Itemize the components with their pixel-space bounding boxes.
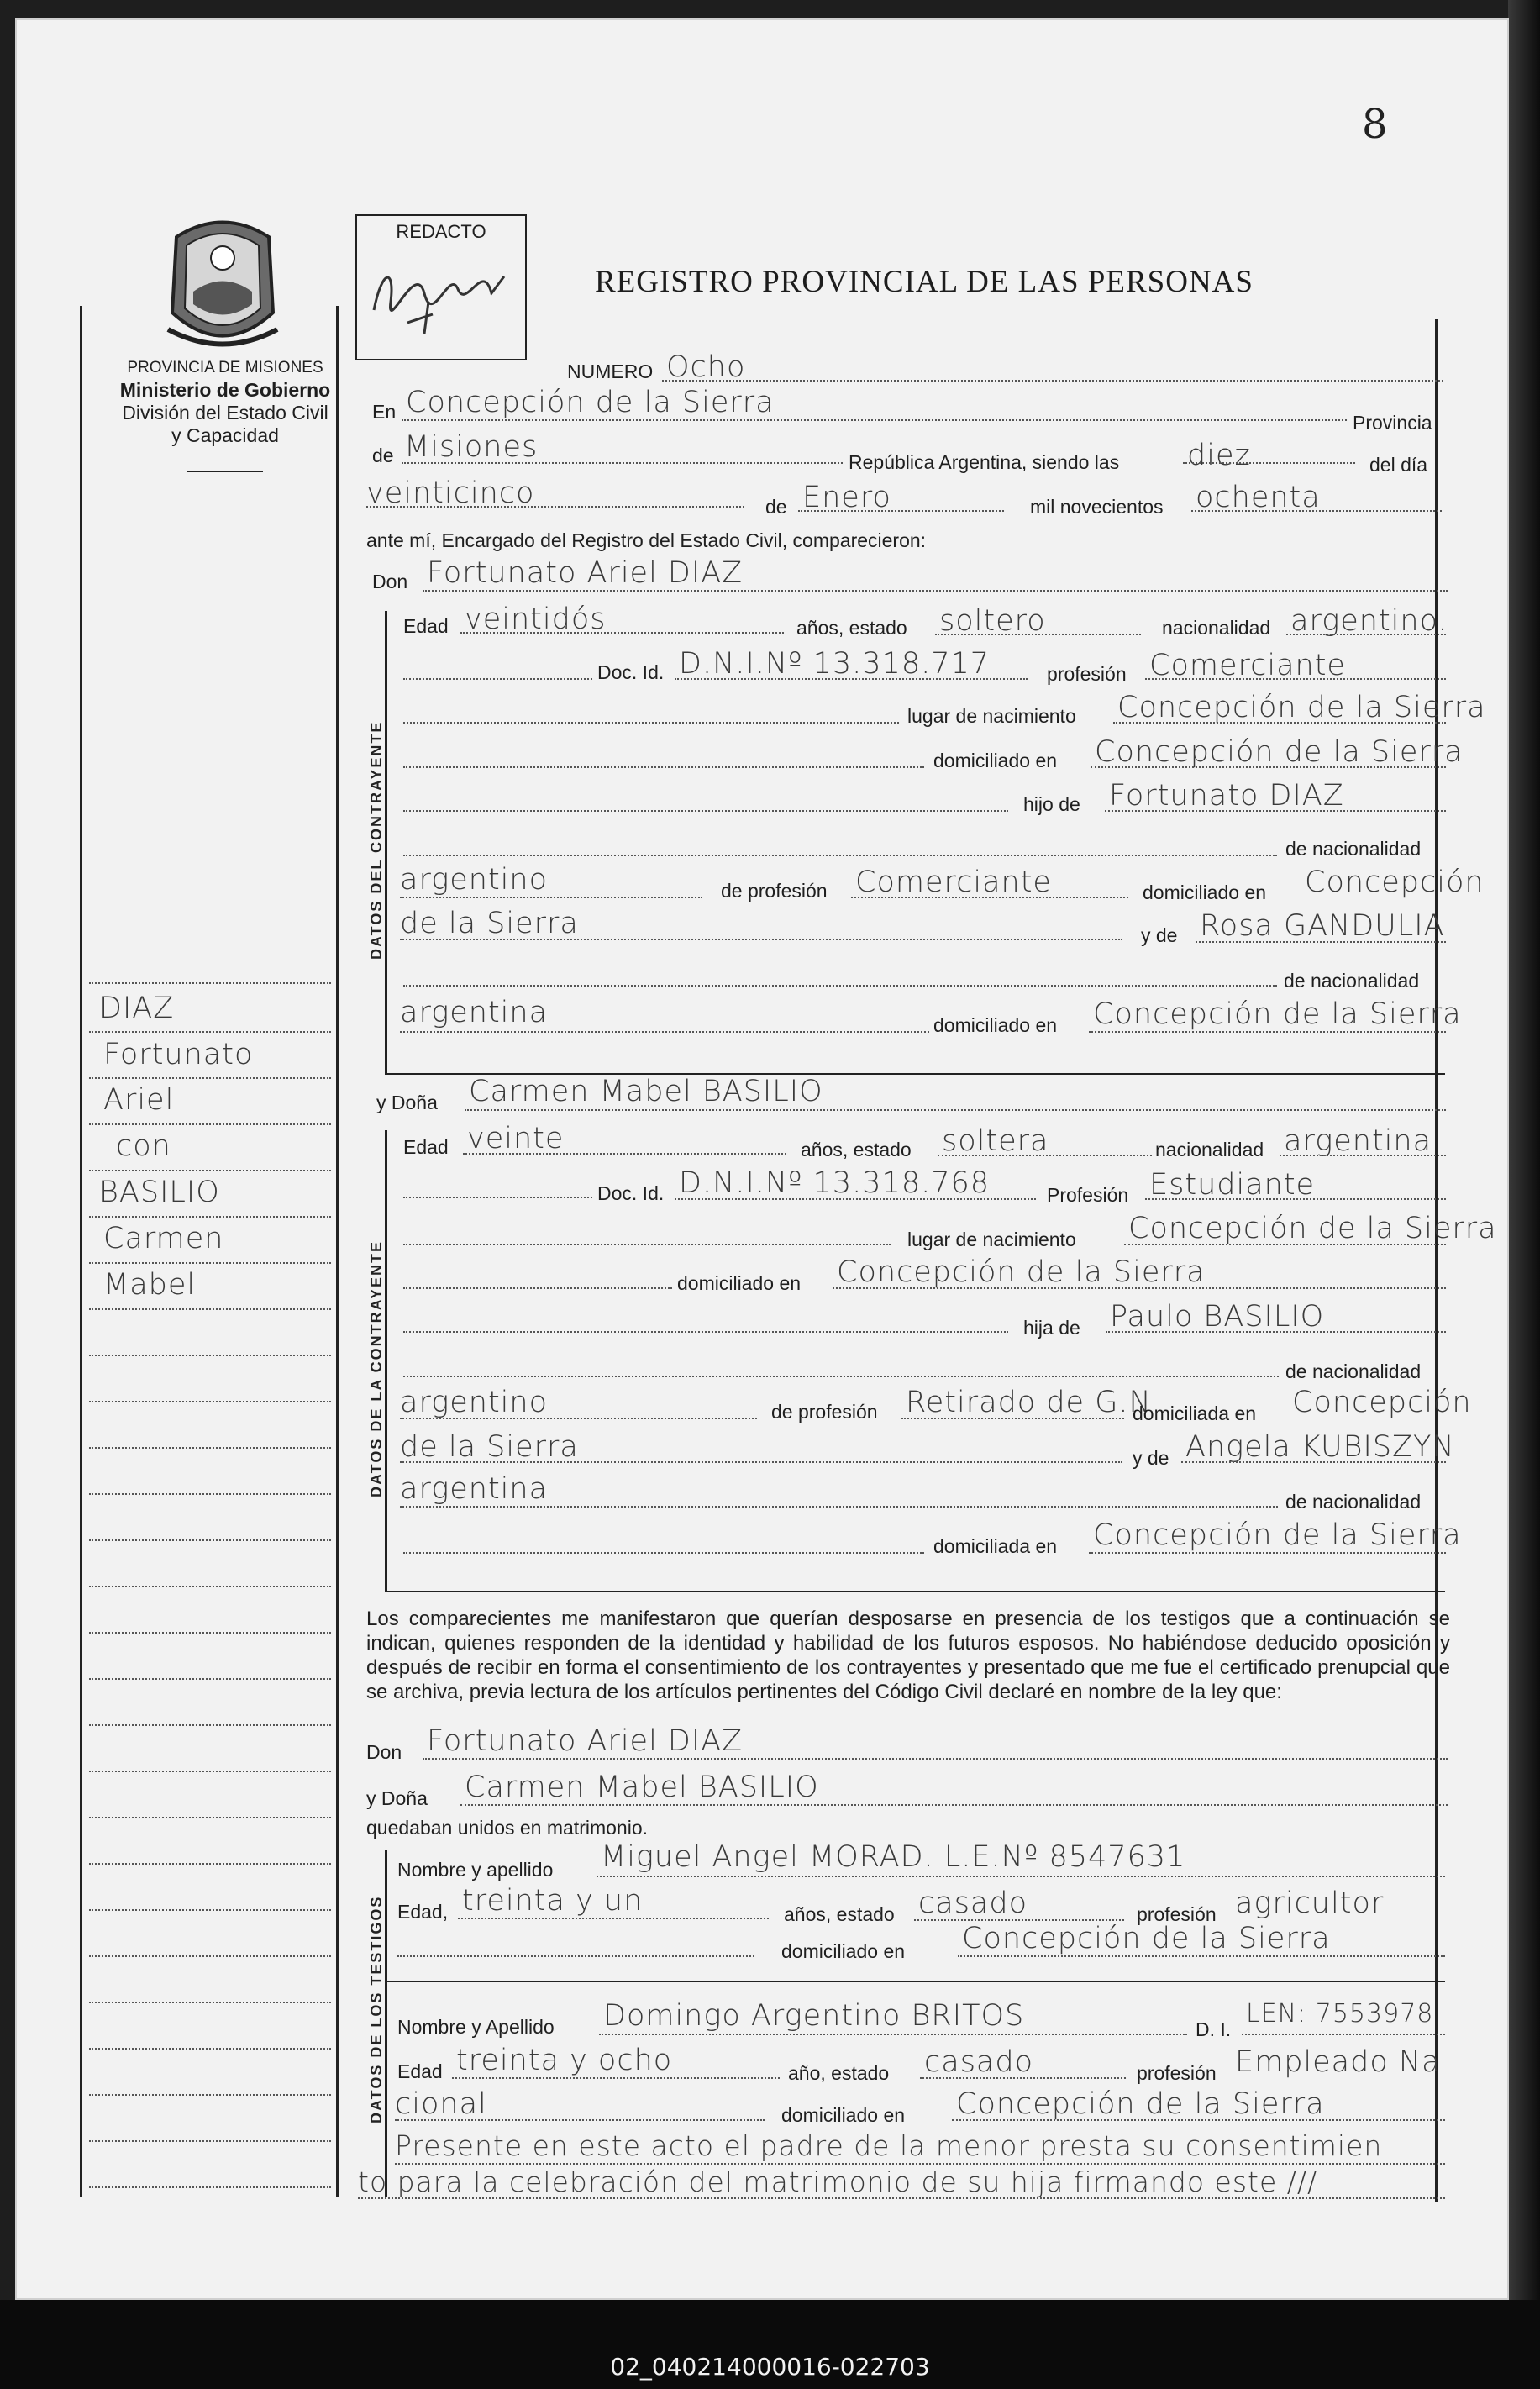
mil-label: mil novecientos	[1030, 496, 1164, 518]
de-nacionalidad-label: de nacionalidad	[1285, 1491, 1422, 1513]
contrayenta-madre-nacionalidad: argentina	[400, 1472, 549, 1506]
contrayenta-nacionalidad: argentina	[1284, 1124, 1432, 1158]
org-division: División del Estado Civil	[122, 402, 328, 424]
ante-label: ante mí, Encargado del Registro del Estado Civil, comparecieron:	[366, 529, 927, 551]
del-dia-label: del día	[1369, 454, 1428, 476]
footer-code: 02_040214000016-022703	[610, 2353, 930, 2381]
testigo2-domicilio: Concepción de la Sierra	[956, 2087, 1325, 2121]
contrayenta-padre-domicilio-cont: de la Sierra	[400, 1430, 579, 1464]
margin-note-line: Carmen	[103, 1222, 224, 1255]
margin-note-line: BASILIO	[99, 1176, 220, 1209]
acta-numero: Ocho	[666, 350, 746, 384]
page-title: REGISTRO PROVINCIAL DE LAS PERSONAS	[595, 265, 1254, 299]
don-label: Don	[366, 1741, 402, 1763]
contrayente-domicilio: Concepción de la Sierra	[1095, 735, 1464, 769]
testigo1-edad: treinta y un	[462, 1884, 644, 1918]
contrayenta-lugar-nacimiento: Concepción de la Sierra	[1128, 1212, 1497, 1245]
testigo1-estado: casado	[918, 1886, 1028, 1920]
testigo2-edad: treinta y ocho	[456, 2044, 673, 2077]
contrayente-section-label: DATOS DEL CONTRAYENTE	[368, 720, 385, 960]
hija-de-label: hija de	[1023, 1317, 1080, 1339]
testigo2-estado: casado	[924, 2045, 1034, 2079]
contrayente-estado: soltero	[939, 604, 1046, 638]
domiciliado-label: domiciliado en	[933, 1014, 1058, 1036]
acta-provincia: Misiones	[404, 430, 539, 464]
profesion-label: Profesión	[1047, 1184, 1129, 1206]
book-spine	[1508, 0, 1540, 2389]
y-dona-label: y Doña	[376, 1092, 438, 1113]
edad-coma-label: Edad,	[397, 1901, 449, 1923]
margin-note-line: DIAZ	[99, 992, 175, 1025]
issuing-authority	[99, 356, 351, 447]
y-de-label: y de	[1133, 1447, 1169, 1469]
doc-label: Doc. Id.	[597, 1182, 665, 1204]
nombre-apellido-label: Nombre y apellido	[397, 1859, 554, 1881]
declaration-text: Los comparecientes me manifestaron que querían desposarse en presencia de los testigos que a continuación se indican, quienes responden de la identidad y habilidad de los futuros esposos. No habiéndose deducido oposición y después de recibir en forma el consentimiento de los contrayentes y presentado que me fue el certificado prenupcial que se archiva, previa lectura de los artículos pertinentes del Código Civil declaré en nombre de la ley que:	[366, 1608, 1450, 1703]
contrayente-edad: veintidós	[465, 603, 607, 636]
page-number: 8	[1362, 101, 1389, 148]
contrayente-madre-domicilio: Concepción de la Sierra	[1093, 997, 1462, 1031]
contrayenta-section-label: DATOS DE LA CONTRAYENTE	[368, 1239, 385, 1497]
margin-note-line: Mabel	[103, 1268, 197, 1302]
contrayente-madre: Rosa GANDULIA	[1200, 909, 1445, 943]
contrayente-padre-domicilio-cont: de la Sierra	[400, 907, 579, 940]
testigo1-domicilio: Concepción de la Sierra	[962, 1922, 1331, 1955]
lugar-nacimiento-label: lugar de nacimiento	[907, 1229, 1076, 1250]
margin-note-line: Fortunato	[103, 1038, 254, 1071]
stamp-label: REDACTO	[396, 221, 486, 242]
union-dona: Carmen Mabel BASILIO	[465, 1771, 819, 1804]
acta-lugar: Concepción de la Sierra	[406, 386, 775, 419]
profesion-label: profesión	[1137, 1903, 1217, 1925]
contrayenta-profesion: Estudiante	[1149, 1168, 1316, 1202]
contrayente-nombre: Fortunato Ariel DIAZ	[427, 556, 744, 590]
contrayenta-madre: Angela KUBISZYN	[1185, 1430, 1455, 1464]
contrayenta-padre: Paulo BASILIO	[1110, 1300, 1325, 1334]
provincia-label: Provincia	[1353, 412, 1432, 434]
contrayente-lugar-nacimiento: Concepción de la Sierra	[1117, 691, 1486, 724]
contrayente-padre-profesion: Comerciante	[855, 866, 1052, 899]
contrayenta-domicilio: Concepción de la Sierra	[837, 1255, 1206, 1289]
contrayente-profesion: Comerciante	[1149, 649, 1346, 682]
don-label: Don	[372, 571, 408, 592]
org-ministry: Ministerio de Gobierno	[119, 379, 331, 401]
nota-linea-1: Presente en este acto el padre de la menor presta su consentimien	[395, 2129, 1383, 2162]
de-label: de	[372, 445, 394, 466]
acta-hora: diez	[1187, 439, 1251, 472]
de-nacionalidad-label: de nacionalidad	[1285, 1360, 1422, 1382]
org-province: PROVINCIA DE MISIONES	[127, 359, 323, 376]
testigo2-profesion: Empleado Na	[1235, 2045, 1441, 2079]
profesion-label: profesión	[1137, 2062, 1217, 2084]
de-nacionalidad-label: de nacionalidad	[1284, 970, 1420, 992]
nacionalidad-label: nacionalidad	[1162, 617, 1271, 639]
di-label: D. I.	[1196, 2018, 1232, 2040]
contrayenta-madre-domicilio: Concepción de la Sierra	[1093, 1518, 1462, 1552]
domiciliada-label: domiciliada en	[933, 1535, 1058, 1557]
acta-anio: ochenta	[1196, 481, 1321, 514]
contrayenta-edad: veinte	[467, 1122, 565, 1155]
hijo-de-label: hijo de	[1023, 793, 1080, 815]
contrayenta-padre-profesion: Retirado de G.N.	[906, 1386, 1162, 1419]
contrayente-padre-nacionalidad: argentino	[400, 863, 548, 897]
contrayenta-doc: D.N.I.Nº 13.318.768	[679, 1166, 991, 1200]
contrayenta-nombre: Carmen Mabel BASILIO	[469, 1075, 823, 1108]
de-profesion-label: de profesión	[771, 1401, 878, 1423]
acta-dia: veinticinco	[366, 476, 535, 510]
numero-label: NUMERO	[567, 360, 654, 382]
domiciliado-label: domiciliado en	[781, 1940, 906, 1962]
register-page	[15, 18, 1509, 2300]
contrayenta-padre-nacionalidad: argentino	[400, 1386, 548, 1419]
contrayente-doc: D.N.I.Nº 13.318.717	[679, 647, 991, 681]
y-de-label: y de	[1141, 924, 1178, 946]
de-nacionalidad-label: de nacionalidad	[1285, 838, 1422, 860]
y-dona-label: y Doña	[366, 1787, 428, 1809]
contrayenta-estado: soltera	[942, 1124, 1049, 1158]
union-don: Fortunato Ariel DIAZ	[427, 1724, 744, 1758]
anos-estado-label: años, estado	[784, 1903, 895, 1925]
testigos-section-label: DATOS DE LOS TESTIGOS	[368, 1895, 385, 2123]
contrayente-padre-domicilio: Concepción	[1305, 866, 1485, 899]
testigo2-doc: LEN: 7553978	[1246, 1999, 1434, 2029]
de-profesion-label: de profesión	[721, 880, 828, 902]
contrayente-padre: Fortunato DIAZ	[1109, 779, 1344, 813]
nombre-apellido-label: Nombre y Apellido	[397, 2016, 555, 2038]
org-capacity: y Capacidad	[171, 424, 279, 446]
de-label: de	[765, 496, 787, 518]
domiciliado-label: domiciliado en	[1143, 881, 1267, 903]
doc-label: Doc. Id.	[597, 661, 665, 683]
anos-estado-label: años, estado	[801, 1139, 912, 1160]
testigo2-nombre: Domingo Argentino BRITOS	[603, 1999, 1025, 2033]
acta-mes: Enero	[802, 481, 891, 514]
profesion-label: profesión	[1047, 663, 1127, 685]
lugar-nacimiento-label: lugar de nacimiento	[907, 705, 1076, 727]
ano-estado-label: año, estado	[788, 2062, 890, 2084]
nacionalidad-label: nacionalidad	[1155, 1139, 1264, 1160]
domiciliado-label: domiciliado en	[933, 750, 1058, 771]
testigo1-profesion: agricultor	[1235, 1886, 1385, 1920]
nota-linea-2: to para la celebración del matrimonio de su hija firmando este ///	[358, 2165, 1318, 2198]
domiciliado-label: domiciliado en	[781, 2104, 906, 2126]
margin-note-line: con	[116, 1129, 171, 1163]
edad-label: Edad	[397, 2060, 443, 2082]
signature-icon	[357, 243, 522, 335]
domiciliada-label: domiciliada en	[1133, 1402, 1257, 1424]
anos-estado-label: años, estado	[796, 617, 907, 639]
edad-label: Edad	[403, 1136, 449, 1158]
provincial-seal	[160, 212, 286, 355]
margin-note-line: Ariel	[103, 1083, 175, 1117]
redacto-stamp	[355, 214, 527, 360]
contrayenta-padre-domicilio: Concepción	[1292, 1386, 1472, 1419]
contrayente-madre-nacionalidad: argentina	[400, 996, 549, 1029]
domiciliado-label: domiciliado en	[677, 1272, 802, 1294]
republica-label: República Argentina, siendo las	[849, 451, 1120, 473]
quedaban-label: quedaban unidos en matrimonio.	[366, 1817, 649, 1839]
contrayente-nacionalidad: argentino.	[1290, 604, 1448, 638]
testigo1-nombre: Miguel Angel MORAD. L.E.Nº 8547631	[601, 1840, 1186, 1874]
en-label: En	[372, 401, 397, 423]
testigo2-profesion-cont: cional	[395, 2087, 487, 2121]
edad-label: Edad	[403, 615, 449, 637]
